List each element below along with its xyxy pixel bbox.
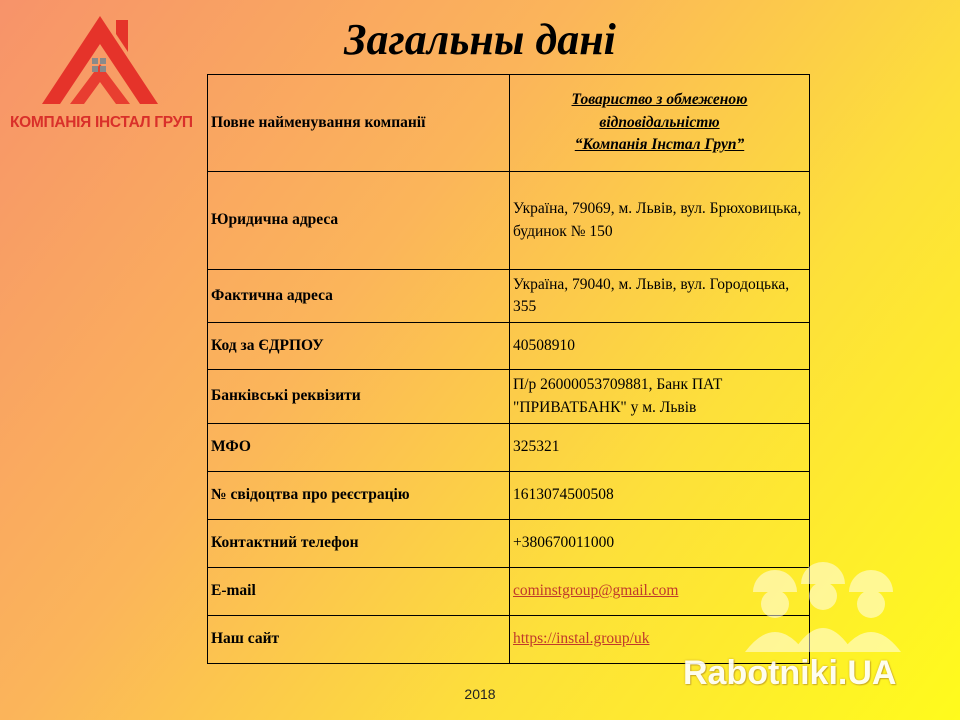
company-name-cell — [510, 75, 810, 172]
watermark-text: Rabotniki.UA — [683, 654, 897, 692]
company-name-line1: Товариство з обмеженою відповідальністю — [571, 91, 748, 131]
row-value: Україна, 79040, м. Львів, вул. Городоцька, 355 — [510, 270, 810, 323]
table-row — [208, 370, 810, 424]
footer-year: 2018 — [464, 686, 496, 702]
row-label: E-mail — [208, 568, 510, 616]
row-value: 40508910 — [510, 323, 810, 370]
row-label: Код за ЄДРПОУ — [208, 323, 510, 370]
watermark — [675, 562, 955, 692]
page-title: Загальны дані — [344, 15, 616, 64]
row-label: Контактний телефон — [208, 520, 510, 568]
row-label: Повне найменування компанії — [208, 75, 510, 172]
row-value: +380670011000 — [510, 520, 810, 568]
table-row — [208, 472, 810, 520]
row-label: Юридична адреса — [208, 172, 510, 270]
table-row — [208, 270, 810, 323]
row-label: Наш сайт — [208, 616, 510, 664]
row-label: Фактична адреса — [208, 270, 510, 323]
row-value: 325321 — [510, 424, 810, 472]
table-row — [208, 172, 810, 270]
row-label: № свідоцтва про реєстрацію — [208, 472, 510, 520]
workers-watermark-icon — [723, 562, 923, 652]
row-label: МФО — [208, 424, 510, 472]
row-value: П/р 26000053709881, Банк ПАТ "ПРИВАТБАНК" у м. Львів — [510, 370, 810, 424]
table-row — [208, 323, 810, 370]
table-row — [208, 75, 810, 172]
row-label: Банківські реквізити — [208, 370, 510, 424]
website-link[interactable]: https://instal.group/uk — [513, 630, 650, 648]
email-link[interactable]: cominstgroup@gmail.com — [513, 582, 679, 600]
row-value: 1613074500508 — [510, 472, 810, 520]
logo-text: КОМПАНІЯ ІНСТАЛ ГРУП — [10, 114, 193, 131]
table-row — [208, 520, 810, 568]
table-row — [208, 424, 810, 472]
row-value: Україна, 79069, м. Львів, вул. Брюховицька, будинок № 150 — [510, 172, 810, 270]
company-name-line2: “Компанія Інстал Груп” — [574, 136, 745, 154]
